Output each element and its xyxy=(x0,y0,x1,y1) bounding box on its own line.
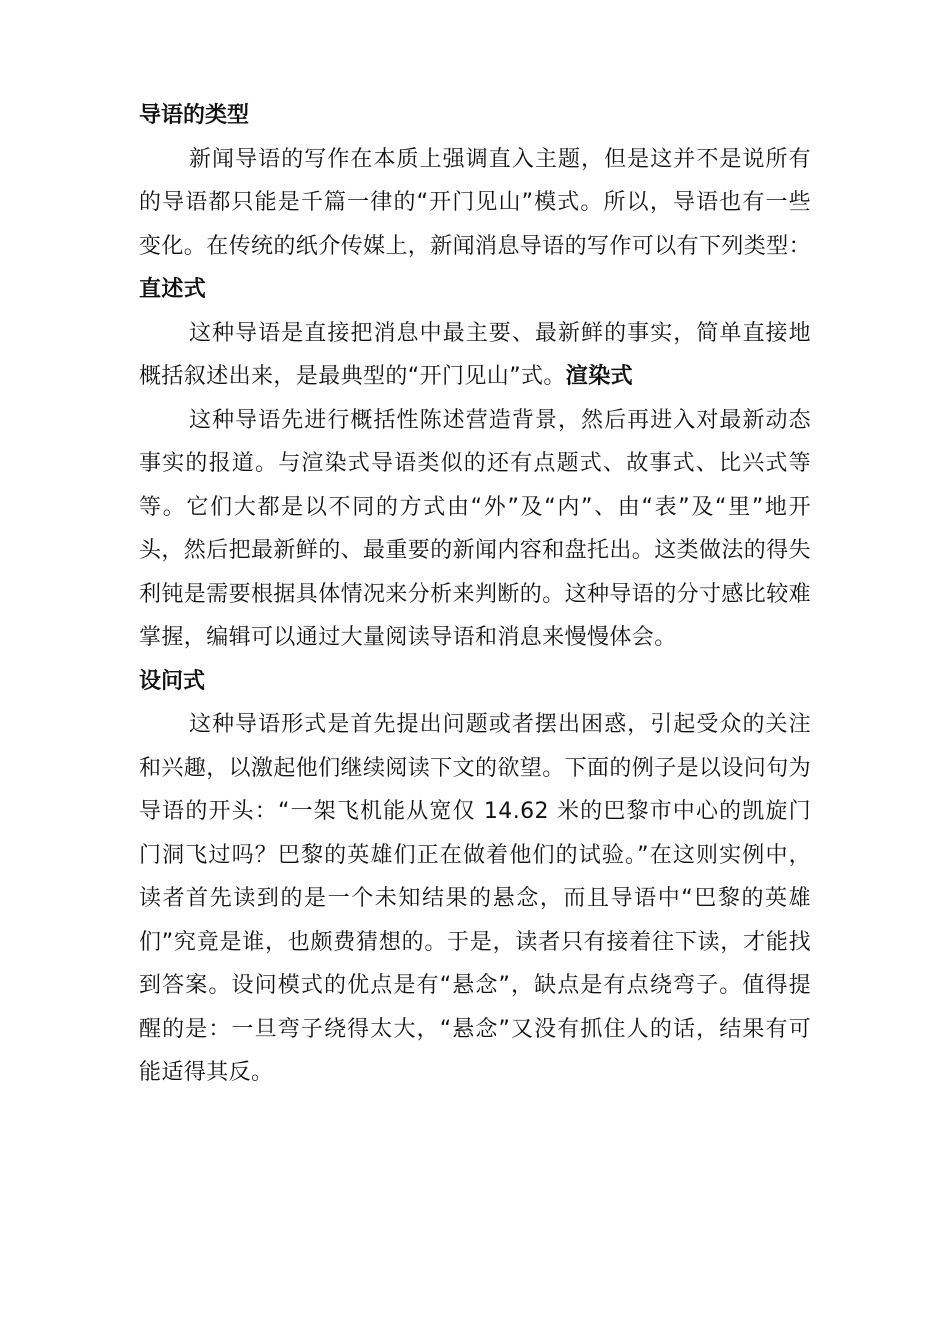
type1-paragraph xyxy=(139,312,811,399)
intro-paragraph xyxy=(139,138,811,312)
type3-heading: 设问式 xyxy=(139,668,206,694)
type1-heading: 直述式 xyxy=(139,277,207,302)
document-page xyxy=(139,94,811,1095)
type1-text: 这种导语是直接把消息中最主要、最新鲜的事实，简单直接地概括叙述出来，是最典型的“开门见山”式。 xyxy=(139,320,811,389)
type3-paragraph xyxy=(139,703,811,1095)
type3-text: 这种导语形式是首先提出问题或者摆出困惑，引起受众的关注和兴趣，以激起他们继续阅读下文的欲望。下面的例子是以设问句为导语的开头：“一架飞机能从宽仅 14.62 米的巴黎市中心的凯旋门门洞飞过吗？巴黎的英雄们正在做着他们的试验。”在这则实例中，读者首先读到的是一个未知结果的悬念，而且导语中“巴黎的英雄们”究竟是谁，也颇费猜想的。于是，读者只有接着往下读，才能找到答案。设问模式的优点是有“悬念”，缺点是有点绕弯子。值得提醒的是：一旦弯子绕得太大，“悬念”又没有抓住人的话，结果有可能适得其反。 xyxy=(139,712,812,1085)
intro-text: 新闻导语的写作在本质上强调直入主题，但是这并不是说所有的导语都只能是千篇一律的“开门见山”模式。所以，导语也有一些变化。在传统的纸介传媒上，新闻消息导语的写作可以有下列类型： xyxy=(139,146,812,259)
section-title: 导语的类型 xyxy=(139,103,250,128)
type2-text: 这种导语先进行概括性陈述营造背景，然后再进入对最新动态事实的报道。与渲染式导语类似的还有点题式、故事式、比兴式等等。它们大都是以不同的方式由“外”及“内”、由“表”及“里”地开头，然后把最新鲜的、最重要的新闻内容和盘托出。这类做法的得失利钝是需要根据具体情况来分析来判断的。这种导语的分寸感比较难掌握，编辑可以通过大量阅读导语和消息来慢慢体会。 xyxy=(139,407,812,650)
type2-paragraph xyxy=(139,399,811,660)
type2-heading: 渲染式 xyxy=(565,364,633,389)
